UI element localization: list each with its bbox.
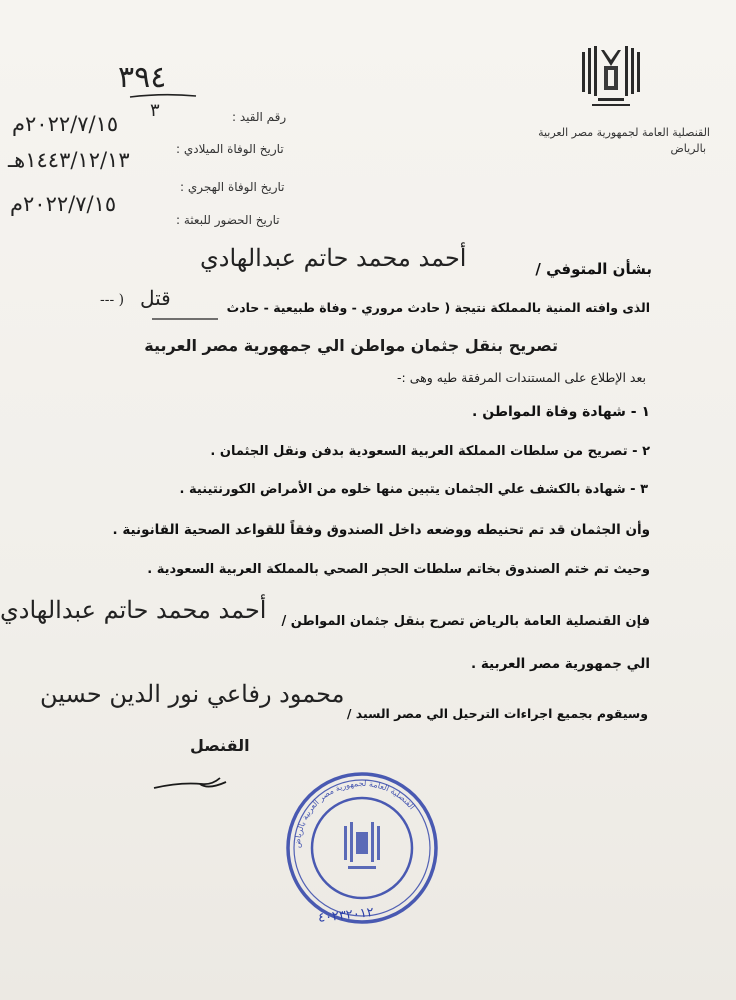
- escort-name: محمود رفاعي نور الدين حسين: [40, 680, 345, 708]
- consulate-seal: [282, 768, 442, 928]
- death-gregorian-value: ٢٠٢٢/٧/١٥م: [12, 112, 119, 136]
- cause-close: --- ): [100, 292, 125, 308]
- list-item-2: ٢ - تصريح من سلطات المملكة العربية السعودية بدفن ونقل الجثمان .: [210, 444, 650, 459]
- seal-emblem-icon: [344, 822, 380, 869]
- death-gregorian-label: تاريخ الوفاة الميلادي :: [176, 142, 284, 156]
- record-number-sub: ٣: [150, 100, 160, 121]
- cause-line: الذى وافته المنية بالمملكة نتيجة ( حادث مروري - وفاة طبيعية - حادث: [226, 300, 650, 315]
- consul-signature: [150, 768, 230, 794]
- intro-line: بعد الإطلاع على المستندات المرفقة طيه وهى :-: [397, 370, 646, 385]
- permit-name: أحمد محمد حاتم عبدالهادي: [0, 596, 267, 624]
- list-item-1: ١ - شهادة وفاة المواطن .: [472, 404, 650, 420]
- ministry-line1: القنصلية العامة لجمهورية مصر العربية: [538, 126, 710, 139]
- death-hijri-value: ١٤٤٣/١٢/١٣هـ: [8, 148, 130, 172]
- subject-heading: تصريح بنقل جثمان مواطن الي جمهورية مصر العربية: [144, 336, 558, 355]
- attendance-value: ٢٠٢٢/٧/١٥م: [10, 192, 117, 216]
- ministry-line2: بالرياض: [670, 142, 706, 155]
- permit-line: فإن القنصلية العامة بالرياض تصرح بنقل جثمان المواطن /: [281, 614, 650, 629]
- record-number-label: رقم القيد :: [232, 110, 287, 124]
- permit-line2: الي جمهورية مصر العربية .: [470, 656, 650, 672]
- deceased-line: بشأن المتوفي /: [535, 260, 652, 278]
- death-hijri-label: تاريخ الوفاة الهجري :: [180, 180, 285, 194]
- paragraph-embalmed: وأن الجثمان قد تم تحنيطه ووضعه داخل الصندوق وفقاً للقواعد الصحية القانونية .: [112, 522, 650, 538]
- cause-handwritten: قتل: [140, 286, 171, 310]
- cause-underline: [150, 316, 220, 322]
- paragraph-sealed: وحيث تم ختم الصندوق بخاتم سلطات الحجر الصحي بالمملكة العربية السعودية .: [147, 562, 650, 577]
- eagle-emblem-icon: [568, 42, 654, 118]
- attendance-label: تاريخ الحضور للبعثة :: [176, 213, 280, 227]
- consul-title: القنصل: [190, 736, 250, 755]
- record-number-underline: [128, 92, 198, 100]
- seal-ring-text: القنصلية العامة لجمهورية مصر العربية بالرياض: [292, 778, 417, 849]
- seal-bottom-number: ٤٠٢٣٢٠١٢: [317, 905, 375, 926]
- deceased-name: أحمد محمد حاتم عبدالهادي: [200, 244, 467, 272]
- record-number: ٣٩٤: [118, 60, 167, 95]
- escort-line: وسيقوم بجميع اجراءات الترحيل الي مصر السيد /: [346, 706, 648, 721]
- list-item-3: ٣ - شهادة بالكشف علي الجثمان يتبين منها خلوه من الأمراض الكورنتينية .: [179, 482, 648, 497]
